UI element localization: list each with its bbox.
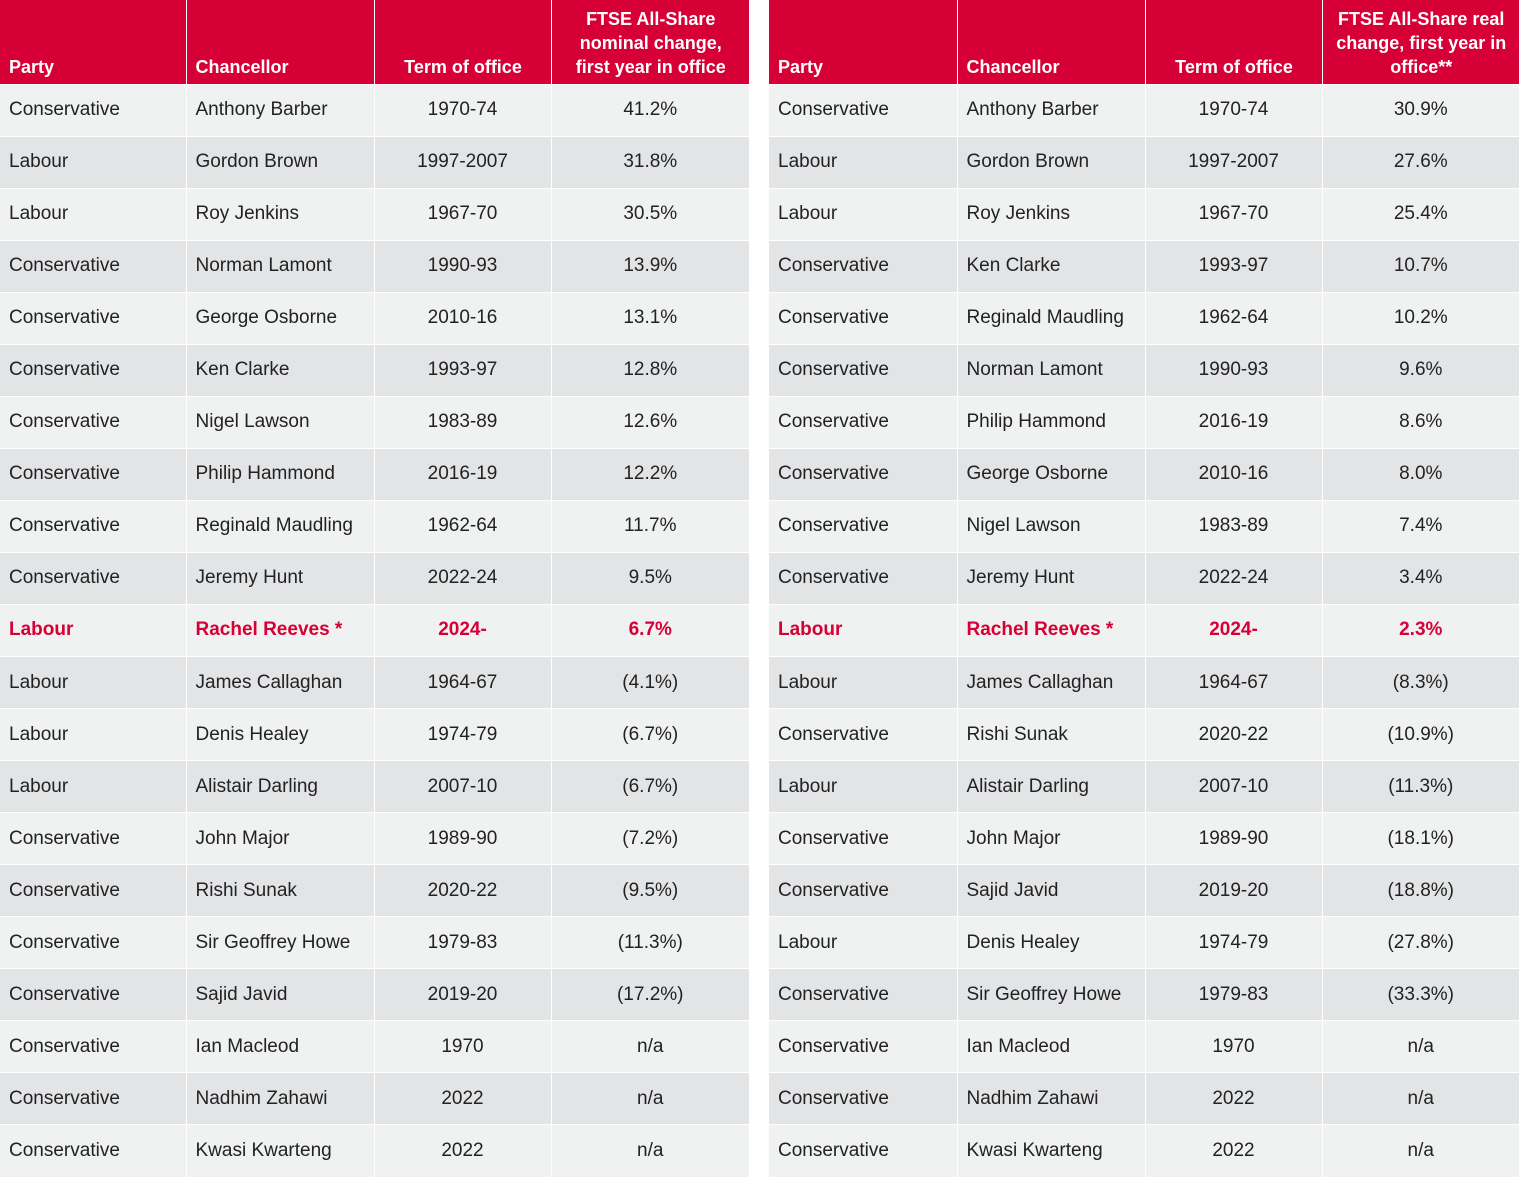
term-cell: 1997-2007 <box>374 136 551 188</box>
term-cell: 1993-97 <box>374 344 551 396</box>
chancellor-cell: James Callaghan <box>186 657 374 709</box>
party-cell: Conservative <box>0 1021 186 1073</box>
term-cell: 2020-22 <box>374 865 551 917</box>
term-cell: 1974-79 <box>374 709 551 761</box>
change-cell: 6.7% <box>551 604 749 656</box>
table-row <box>0 552 749 604</box>
party-cell: Conservative <box>769 292 957 344</box>
change-cell: (4.1%) <box>551 657 749 709</box>
party-cell: Conservative <box>769 865 957 917</box>
change-cell: (11.3%) <box>1322 761 1519 813</box>
term-cell: 2010-16 <box>374 292 551 344</box>
party-cell: Labour <box>769 657 957 709</box>
party-cell: Labour <box>0 604 186 656</box>
party-cell: Labour <box>0 709 186 761</box>
chancellor-cell: Kwasi Kwarteng <box>186 1125 374 1177</box>
table-row <box>0 344 749 396</box>
party-cell: Labour <box>769 188 957 240</box>
chancellor-cell: Denis Healey <box>186 709 374 761</box>
column-header-chancellor: Chancellor <box>957 0 1145 84</box>
change-cell: (9.5%) <box>551 865 749 917</box>
change-cell: n/a <box>551 1021 749 1073</box>
change-cell: 27.6% <box>1322 136 1519 188</box>
chancellor-cell: Alistair Darling <box>186 761 374 813</box>
chancellor-cell: Nadhim Zahawi <box>957 1073 1145 1125</box>
term-cell: 1990-93 <box>1145 344 1322 396</box>
party-cell: Conservative <box>0 1125 186 1177</box>
change-cell: 12.6% <box>551 396 749 448</box>
party-cell: Conservative <box>769 500 957 552</box>
table-row <box>769 448 1519 500</box>
change-cell: 25.4% <box>1322 188 1519 240</box>
change-cell: 3.4% <box>1322 552 1519 604</box>
change-cell: n/a <box>551 1125 749 1177</box>
change-cell: 2.3% <box>1322 604 1519 656</box>
table-row <box>769 657 1519 709</box>
term-cell: 2022 <box>374 1125 551 1177</box>
table-row <box>0 1125 749 1177</box>
party-cell: Conservative <box>769 813 957 865</box>
chancellor-cell: George Osborne <box>186 292 374 344</box>
chancellor-cell: Reginald Maudling <box>957 292 1145 344</box>
table-row <box>0 84 749 136</box>
party-cell: Conservative <box>769 448 957 500</box>
change-cell: 7.4% <box>1322 500 1519 552</box>
chancellor-cell: James Callaghan <box>957 657 1145 709</box>
party-cell: Conservative <box>0 552 186 604</box>
party-cell: Conservative <box>769 552 957 604</box>
term-cell: 2022-24 <box>374 552 551 604</box>
chancellor-cell: Denis Healey <box>957 917 1145 969</box>
change-cell: (7.2%) <box>551 813 749 865</box>
table-row-highlighted <box>0 604 749 656</box>
table-row <box>769 865 1519 917</box>
chancellor-cell: Jeremy Hunt <box>186 552 374 604</box>
table-row <box>0 1021 749 1073</box>
term-cell: 2007-10 <box>374 761 551 813</box>
term-cell: 1967-70 <box>374 188 551 240</box>
change-cell: 11.7% <box>551 500 749 552</box>
change-cell: n/a <box>1322 1073 1519 1125</box>
table-row <box>769 188 1519 240</box>
table-row-highlighted <box>769 604 1519 656</box>
change-cell: 9.5% <box>551 552 749 604</box>
term-cell: 2007-10 <box>1145 761 1322 813</box>
change-cell: 10.7% <box>1322 240 1519 292</box>
party-cell: Labour <box>769 917 957 969</box>
change-cell: (10.9%) <box>1322 709 1519 761</box>
real-change-table <box>769 0 1519 1177</box>
chancellor-cell: Nigel Lawson <box>186 396 374 448</box>
table-row <box>0 865 749 917</box>
table-row <box>769 84 1519 136</box>
table-row <box>0 240 749 292</box>
header-row <box>769 0 1519 84</box>
chancellor-cell: Sajid Javid <box>957 865 1145 917</box>
chancellor-cell: Reginald Maudling <box>186 500 374 552</box>
table-row <box>769 500 1519 552</box>
chancellor-cell: Ian Macleod <box>957 1021 1145 1073</box>
change-cell: 41.2% <box>551 84 749 136</box>
term-cell: 1962-64 <box>1145 292 1322 344</box>
chancellor-cell: Gordon Brown <box>957 136 1145 188</box>
chancellor-cell: Jeremy Hunt <box>957 552 1145 604</box>
party-cell: Conservative <box>0 396 186 448</box>
party-cell: Conservative <box>0 240 186 292</box>
chancellor-cell: Philip Hammond <box>186 448 374 500</box>
chancellor-cell: George Osborne <box>957 448 1145 500</box>
term-cell: 1970 <box>374 1021 551 1073</box>
term-cell: 2019-20 <box>1145 865 1322 917</box>
term-cell: 1983-89 <box>1145 500 1322 552</box>
party-cell: Conservative <box>0 865 186 917</box>
table-row <box>769 1021 1519 1073</box>
table-row <box>769 917 1519 969</box>
change-cell: 13.9% <box>551 240 749 292</box>
party-cell: Conservative <box>769 709 957 761</box>
table-row <box>0 969 749 1021</box>
party-cell: Conservative <box>769 396 957 448</box>
table-row <box>769 969 1519 1021</box>
table-row <box>0 136 749 188</box>
table-row <box>0 448 749 500</box>
party-cell: Conservative <box>769 240 957 292</box>
chancellor-cell: Ian Macleod <box>186 1021 374 1073</box>
change-cell: (6.7%) <box>551 761 749 813</box>
table-row <box>0 292 749 344</box>
change-cell: 30.5% <box>551 188 749 240</box>
column-header-term: Term of office <box>1145 0 1322 84</box>
chancellor-cell: Kwasi Kwarteng <box>957 1125 1145 1177</box>
chancellor-cell: Ken Clarke <box>186 344 374 396</box>
chancellor-cell: Gordon Brown <box>186 136 374 188</box>
table-row <box>769 1073 1519 1125</box>
change-cell: 30.9% <box>1322 84 1519 136</box>
term-cell: 1993-97 <box>1145 240 1322 292</box>
chancellor-cell: Ken Clarke <box>957 240 1145 292</box>
party-cell: Labour <box>0 188 186 240</box>
term-cell: 1964-67 <box>1145 657 1322 709</box>
term-cell: 1964-67 <box>374 657 551 709</box>
term-cell: 1997-2007 <box>1145 136 1322 188</box>
table-row <box>769 136 1519 188</box>
term-cell: 1974-79 <box>1145 917 1322 969</box>
change-cell: (27.8%) <box>1322 917 1519 969</box>
table-row <box>0 761 749 813</box>
chancellor-cell: Norman Lamont <box>957 344 1145 396</box>
term-cell: 2022 <box>1145 1073 1322 1125</box>
term-cell: 2020-22 <box>1145 709 1322 761</box>
term-cell: 2022-24 <box>1145 552 1322 604</box>
term-cell: 2010-16 <box>1145 448 1322 500</box>
chancellor-cell: John Major <box>186 813 374 865</box>
column-header-term: Term of office <box>374 0 551 84</box>
chancellor-cell: Rachel Reeves * <box>957 604 1145 656</box>
change-cell: n/a <box>1322 1125 1519 1177</box>
party-cell: Conservative <box>769 1021 957 1073</box>
change-cell: 8.6% <box>1322 396 1519 448</box>
column-header-party: Party <box>769 0 957 84</box>
table-row <box>769 344 1519 396</box>
change-cell: (17.2%) <box>551 969 749 1021</box>
table-row <box>769 552 1519 604</box>
term-cell: 1989-90 <box>1145 813 1322 865</box>
chancellor-cell: Roy Jenkins <box>186 188 374 240</box>
party-cell: Conservative <box>769 969 957 1021</box>
chancellor-cell: Sir Geoffrey Howe <box>186 917 374 969</box>
party-cell: Conservative <box>0 917 186 969</box>
column-header-change: FTSE All-Share real change, first year in office** <box>1322 0 1519 84</box>
chancellor-cell: Norman Lamont <box>186 240 374 292</box>
change-cell: 31.8% <box>551 136 749 188</box>
party-cell: Conservative <box>0 448 186 500</box>
table-row <box>769 240 1519 292</box>
column-header-party: Party <box>0 0 186 84</box>
table-row <box>769 292 1519 344</box>
change-cell: (33.3%) <box>1322 969 1519 1021</box>
chancellor-cell: Philip Hammond <box>957 396 1145 448</box>
change-cell: 8.0% <box>1322 448 1519 500</box>
change-cell: (6.7%) <box>551 709 749 761</box>
chancellor-cell: Nigel Lawson <box>957 500 1145 552</box>
term-cell: 1967-70 <box>1145 188 1322 240</box>
table-row <box>0 396 749 448</box>
table-row <box>0 709 749 761</box>
table-row <box>0 813 749 865</box>
term-cell: 2016-19 <box>1145 396 1322 448</box>
term-cell: 2024- <box>1145 604 1322 656</box>
party-cell: Conservative <box>0 813 186 865</box>
change-cell: 13.1% <box>551 292 749 344</box>
party-cell: Labour <box>769 136 957 188</box>
chancellor-cell: Roy Jenkins <box>957 188 1145 240</box>
chancellor-cell: Alistair Darling <box>957 761 1145 813</box>
party-cell: Labour <box>769 761 957 813</box>
term-cell: 1970 <box>1145 1021 1322 1073</box>
table-row <box>769 761 1519 813</box>
term-cell: 1990-93 <box>374 240 551 292</box>
table-row <box>0 500 749 552</box>
change-cell: (11.3%) <box>551 917 749 969</box>
term-cell: 1979-83 <box>374 917 551 969</box>
party-cell: Conservative <box>769 84 957 136</box>
term-cell: 1970-74 <box>374 84 551 136</box>
chancellor-cell: Rishi Sunak <box>186 865 374 917</box>
nominal-change-table <box>0 0 749 1177</box>
party-cell: Labour <box>0 657 186 709</box>
term-cell: 2024- <box>374 604 551 656</box>
party-cell: Conservative <box>0 84 186 136</box>
party-cell: Labour <box>0 136 186 188</box>
term-cell: 2016-19 <box>374 448 551 500</box>
party-cell: Conservative <box>0 969 186 1021</box>
chancellor-cell: Rishi Sunak <box>957 709 1145 761</box>
term-cell: 1970-74 <box>1145 84 1322 136</box>
change-cell: (8.3%) <box>1322 657 1519 709</box>
party-cell: Labour <box>769 604 957 656</box>
term-cell: 1989-90 <box>374 813 551 865</box>
party-cell: Conservative <box>0 1073 186 1125</box>
chancellor-cell: Anthony Barber <box>186 84 374 136</box>
column-header-change: FTSE All-Share nominal change, first year in office <box>551 0 749 84</box>
change-cell: 10.2% <box>1322 292 1519 344</box>
table-row <box>769 1125 1519 1177</box>
term-cell: 1979-83 <box>1145 969 1322 1021</box>
table-row <box>769 813 1519 865</box>
header-row <box>0 0 749 84</box>
table-row <box>769 396 1519 448</box>
change-cell: (18.1%) <box>1322 813 1519 865</box>
table-row <box>0 917 749 969</box>
column-header-chancellor: Chancellor <box>186 0 374 84</box>
party-cell: Conservative <box>0 500 186 552</box>
chancellor-cell: Sajid Javid <box>186 969 374 1021</box>
change-cell: 9.6% <box>1322 344 1519 396</box>
party-cell: Conservative <box>0 344 186 396</box>
party-cell: Conservative <box>769 1073 957 1125</box>
party-cell: Conservative <box>0 292 186 344</box>
term-cell: 1962-64 <box>374 500 551 552</box>
party-cell: Conservative <box>769 1125 957 1177</box>
table-row <box>0 657 749 709</box>
term-cell: 2022 <box>1145 1125 1322 1177</box>
change-cell: 12.2% <box>551 448 749 500</box>
change-cell: 12.8% <box>551 344 749 396</box>
party-cell: Labour <box>0 761 186 813</box>
term-cell: 1983-89 <box>374 396 551 448</box>
table-row <box>769 709 1519 761</box>
table-row <box>0 1073 749 1125</box>
term-cell: 2022 <box>374 1073 551 1125</box>
party-cell: Conservative <box>769 344 957 396</box>
table-row <box>0 188 749 240</box>
change-cell: (18.8%) <box>1322 865 1519 917</box>
chancellor-cell: John Major <box>957 813 1145 865</box>
chancellor-cell: Nadhim Zahawi <box>186 1073 374 1125</box>
chancellor-cell: Anthony Barber <box>957 84 1145 136</box>
term-cell: 2019-20 <box>374 969 551 1021</box>
change-cell: n/a <box>1322 1021 1519 1073</box>
chancellor-cell: Rachel Reeves * <box>186 604 374 656</box>
chancellor-cell: Sir Geoffrey Howe <box>957 969 1145 1021</box>
change-cell: n/a <box>551 1073 749 1125</box>
